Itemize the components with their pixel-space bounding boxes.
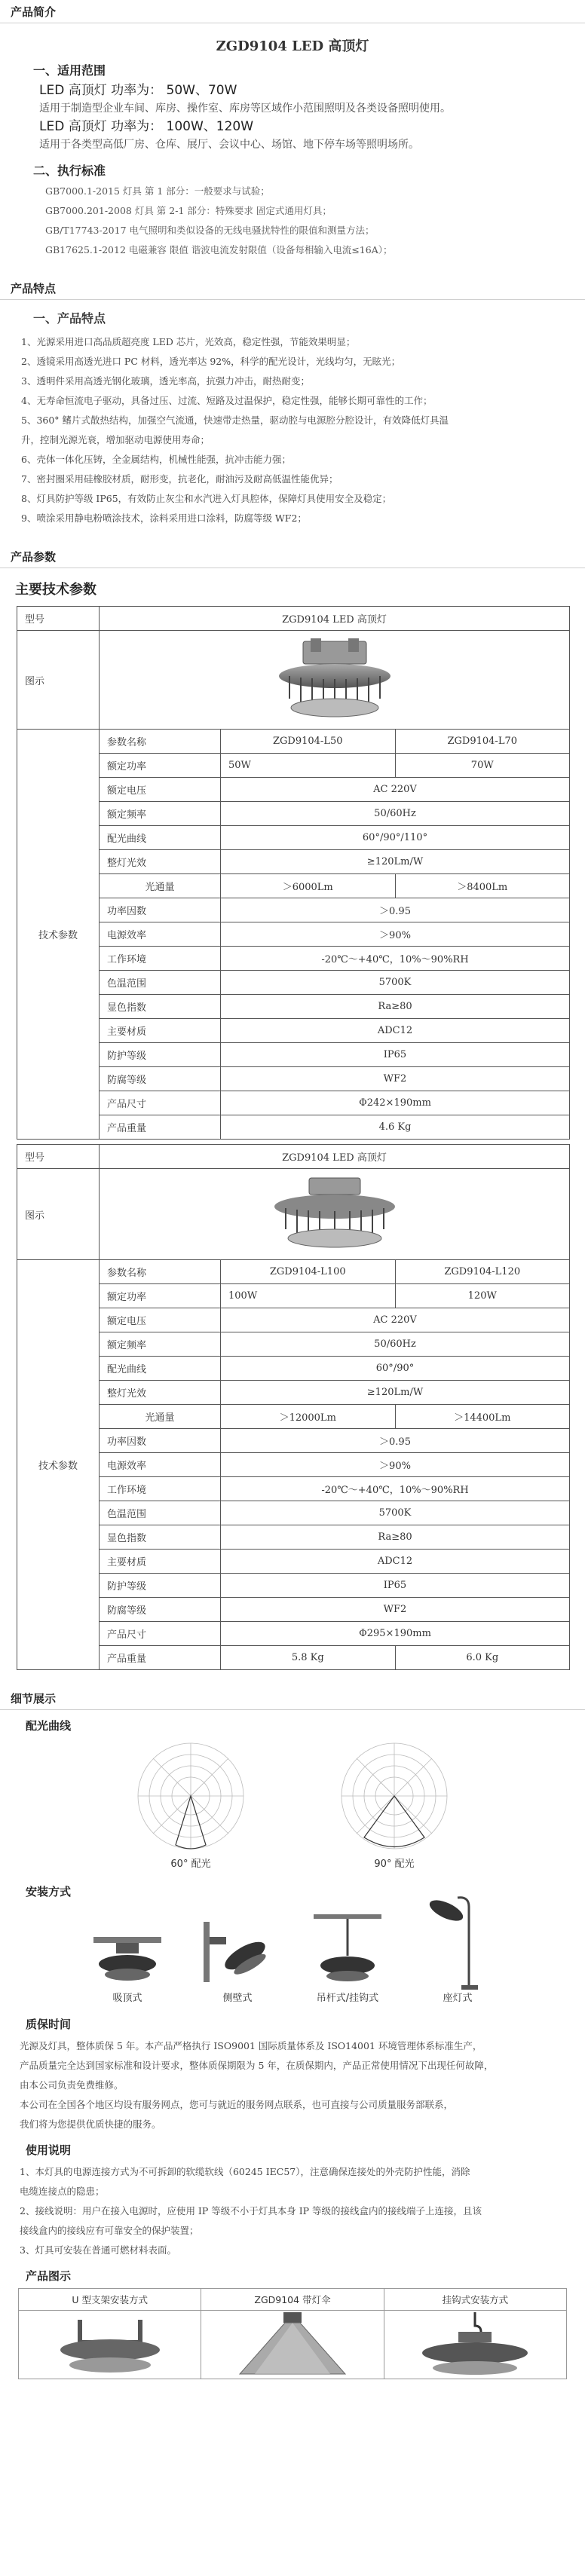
param-name: 防腐等级: [100, 1598, 221, 1622]
param-name: 工作环境: [100, 947, 221, 971]
quality-line: 由本公司负责免费维修。: [20, 2079, 124, 2091]
param-name: 产品尺寸: [100, 1622, 221, 1646]
param-value: Ra≥80: [221, 995, 570, 1019]
product-image-cell: [100, 1169, 570, 1260]
image-label: 图示: [17, 1169, 100, 1260]
param-name: 额定电压: [100, 778, 221, 802]
params-section-title: 产品参数: [0, 545, 585, 568]
notice-label: 使用说明: [26, 2143, 72, 2157]
param-value: AC 220V: [221, 778, 570, 802]
param-name: 主要材质: [100, 1550, 221, 1574]
param-value: 50/60Hz: [221, 802, 570, 826]
param-name: 参数名称: [100, 1260, 221, 1284]
polar-curves: [0, 1739, 585, 1870]
param-name: 额定频率: [100, 802, 221, 826]
param-value: AC 220V: [221, 1308, 570, 1332]
param-name: 电源效率: [100, 922, 221, 947]
param-name: 电源效率: [100, 1453, 221, 1477]
standard-line: GB7000.201-2008 灯具 第 2-1 部分：特殊要求 固定式通用灯具；: [45, 205, 332, 216]
gallery-head: 挂钩式安装方式: [384, 2289, 566, 2311]
quality-label: 质保时间: [26, 2018, 72, 2031]
param-value: WF2: [221, 1067, 570, 1091]
feature-item: 8、灯具防护等级 IP65，有效防止灰尘和水汽进入灯具腔体，保障灯具使用安全及稳定；: [21, 493, 392, 504]
mount-ceiling: [86, 1907, 169, 2004]
param-name: 显色指数: [100, 995, 221, 1019]
feature-item: 9、喷涂采用静电粉喷涂技术，涂料采用进口涂料，防腐等级 WF2；: [21, 512, 307, 524]
param-name: 防护等级: [100, 1574, 221, 1598]
feature-item: 7、密封圈采用硅橡胶材质，耐形变，抗老化，耐油污及耐高低温性能优异；: [21, 473, 338, 485]
param-value: ADC12: [221, 1550, 570, 1574]
mount-caption: 座灯式: [443, 1993, 473, 2004]
param-value: ＞8400Lm: [395, 874, 570, 898]
image-label: 图示: [17, 631, 100, 730]
param-name: 参数名称: [100, 730, 221, 754]
param-col-head: ZGD9104-L50: [221, 730, 396, 754]
curve-label: 配光曲线: [26, 1719, 72, 1733]
param-name: 工作环境: [100, 1477, 221, 1501]
gallery-image-u-bracket: [19, 2311, 201, 2379]
standard-heading: 二、执行标准: [33, 164, 106, 178]
param-value: IP65: [221, 1043, 570, 1067]
model-label: 型号: [17, 1145, 100, 1169]
param-value: ＞0.95: [221, 898, 570, 922]
quality-line: 本公司在全国各个地区均设有服务网点，您可与就近的服务网点联系，也可直接与公司质量服务部联系，: [20, 2099, 454, 2110]
quality-line: 我们将为您提供优质快捷的服务。: [20, 2119, 161, 2130]
notice-line: 接线盒内的接线应有可靠安全的保护装置；: [20, 2225, 199, 2236]
notice-line: 电缆连接点的隐患；: [20, 2186, 105, 2197]
feature-item: 升，控制光源光衰，增加驱动电源使用寿命；: [21, 434, 210, 445]
model-name: ZGD9104 LED 高顶灯: [100, 1145, 570, 1169]
param-col-head: ZGD9104-L120: [395, 1260, 570, 1284]
gallery-image-hook: [384, 2311, 566, 2379]
param-value: 120W: [395, 1284, 570, 1308]
param-value: ＞6000Lm: [221, 874, 396, 898]
standard-line: GB7000.1-2015 灯具 第 1 部分：一般要求与试验；: [45, 185, 270, 197]
notice-line: 3、灯具可安装在普通可燃材料表面。: [20, 2244, 176, 2256]
features-section-title: 产品特点: [0, 277, 585, 300]
param-value: ADC12: [221, 1019, 570, 1043]
product-title: ZGD9104 LED 高顶灯: [216, 38, 369, 54]
mount-options: [0, 1907, 585, 2004]
scope-line: LED 高顶灯 功率为： 50W、70W: [39, 83, 237, 98]
param-value: 60°/90°/110°: [221, 826, 570, 850]
mount-pole: [416, 1907, 499, 2004]
param-name: 配光曲线: [100, 826, 221, 850]
param-value: 100W: [221, 1284, 396, 1308]
param-value: ＞14400Lm: [395, 1405, 570, 1429]
param-name: 产品尺寸: [100, 1091, 221, 1115]
param-value: ＞12000Lm: [221, 1405, 396, 1429]
param-value: Φ295×190mm: [221, 1622, 570, 1646]
param-value: -20℃～+40℃，10%～90%RH: [221, 1477, 570, 1501]
scope-line: 适用于各类型高低厂房、仓库、展厅、会议中心、场馆、地下停车场等照明场所。: [39, 139, 419, 151]
mount-wall: [196, 1907, 279, 2004]
mount-caption: 侧壁式: [222, 1993, 253, 2004]
param-name: 整灯光效: [100, 850, 221, 874]
param-name: 光通量: [100, 874, 221, 898]
param-name: 配光曲线: [100, 1357, 221, 1381]
product-photo: [107, 1176, 562, 1252]
notice-line: 2、接线说明：用户在接入电源时，应使用 IP 等级不小于灯具本身 IP 等级的接线盒内的接线端子上连接，且该: [20, 2205, 482, 2217]
param-name: 显色指数: [100, 1525, 221, 1550]
feature-item: 5、360° 鳍片式散热结构，加强空气流通，快速带走热量，驱动腔与电源腔分腔设计，有效降低灯具温: [21, 415, 449, 426]
mount-caption: 吊杆式/挂钩式: [316, 1993, 379, 2004]
param-value: ＞0.95: [221, 1429, 570, 1453]
param-name: 额定功率: [100, 1284, 221, 1308]
gallery-image-shade: [201, 2311, 384, 2379]
standard-line: GB17625.1-2012 电磁兼容 限值 谐波电流发射限值（设备每相输入电流≤16A）；: [45, 244, 393, 255]
scope-line: LED 高顶灯 功率为： 100W、120W: [39, 119, 254, 134]
polar-curve-60: [134, 1739, 247, 1870]
feature-item: 3、透明件采用高透光钢化玻璃，透光率高，抗强力冲击，耐热耐变；: [21, 375, 310, 387]
tech-label: 技术参数: [17, 1260, 100, 1670]
mount-pendant: [306, 1907, 389, 2004]
model-name: ZGD9104 LED 高顶灯: [100, 607, 570, 631]
param-name: 色温范围: [100, 971, 221, 995]
param-value: 50/60Hz: [221, 1332, 570, 1357]
param-value: ≥120Lm/W: [221, 850, 570, 874]
notice-line: 1、本灯具的电源连接方式为不可拆卸的软缆软线（60245 IEC57），注意确保连接处的外壳防护性能，消除: [20, 2166, 470, 2177]
spec-table-2: [17, 1144, 570, 1670]
mount-caption: 吸顶式: [112, 1993, 142, 2004]
quality-line: 光源及灯具，整体质保 5 年。本产品严格执行 ISO9001 国际质量体系及 ISO14001 环境管理体系标准生产，: [20, 2040, 482, 2051]
param-value: Φ242×190mm: [221, 1091, 570, 1115]
scope-line: 适用于制造型企业车间、库房、操作室、库房等区域作小范围照明及各类设备照明使用。: [39, 102, 451, 115]
param-name: 功率因数: [100, 1429, 221, 1453]
mount-label: 安装方式: [26, 1885, 72, 1898]
product-image-cell: [100, 631, 570, 730]
param-value: 5700K: [221, 1501, 570, 1525]
param-value: 60°/90°: [221, 1357, 570, 1381]
feature-item: 4、无寿命恒流电子驱动，具备过压、过流、短路及过温保护，稳定性强，能够长期可靠性的工作；: [21, 395, 433, 406]
param-col-head: ZGD9104-L100: [221, 1260, 396, 1284]
param-name: 光通量: [100, 1405, 221, 1429]
details-section-title: 细节展示: [0, 1687, 585, 1710]
scope-heading: 一、适用范围: [33, 63, 106, 78]
param-value: ≥120Lm/W: [221, 1381, 570, 1405]
feature-item: 6、壳体一体化压铸，全金属结构，机械性能强，抗冲击能力强；: [21, 454, 291, 465]
param-value: Ra≥80: [221, 1525, 570, 1550]
model-label: 型号: [17, 607, 100, 631]
param-value: ＞90%: [221, 1453, 570, 1477]
param-name: 色温范围: [100, 1501, 221, 1525]
curve-caption: 60° 配光: [170, 1859, 211, 1870]
intro-section-title: 产品简介: [0, 0, 585, 23]
param-value: WF2: [221, 1598, 570, 1622]
param-name: 产品重量: [100, 1646, 221, 1670]
param-value: IP65: [221, 1574, 570, 1598]
params-heading: 主要技术参数: [15, 582, 96, 598]
param-name: 整灯光效: [100, 1381, 221, 1405]
param-value: 50W: [221, 754, 396, 778]
param-value: 5.8 Kg: [221, 1646, 396, 1670]
gallery-label: 产品图示: [26, 2269, 72, 2283]
gallery-head: U 型支架安装方式: [19, 2289, 201, 2311]
param-value: 6.0 Kg: [395, 1646, 570, 1670]
quality-line: 产品质量完全达到国家标准和设计要求，整体质保期限为 5 年，在质保期内，产品正常使用情况下出现任何故障，: [20, 2060, 494, 2071]
param-name: 功率因数: [100, 898, 221, 922]
param-value: -20℃～+40℃，10%～90%RH: [221, 947, 570, 971]
product-photo: [107, 638, 562, 721]
param-name: 额定功率: [100, 754, 221, 778]
feature-item: 1、光源采用进口高品质超亮度 LED 芯片，光效高，稳定性强，节能效果明显；: [21, 336, 356, 347]
param-name: 产品重量: [100, 1115, 221, 1140]
param-name: 额定频率: [100, 1332, 221, 1357]
param-value: 70W: [395, 754, 570, 778]
tech-label: 技术参数: [17, 730, 100, 1140]
features-heading: 一、产品特点: [33, 311, 106, 326]
param-name: 额定电压: [100, 1308, 221, 1332]
param-value: ＞90%: [221, 922, 570, 947]
standard-line: GB/T17743-2017 电气照明和类似设备的无线电骚扰特性的限值和测量方法；: [45, 225, 375, 236]
feature-item: 2、透镜采用高透光进口 PC 材料，透光率达 92%，科学的配光设计，光线均匀，无眩光；: [21, 356, 401, 367]
spec-table-1: [17, 606, 570, 1140]
gallery-table: [18, 2288, 567, 2379]
param-value: 5700K: [221, 971, 570, 995]
param-name: 防护等级: [100, 1043, 221, 1067]
param-name: 主要材质: [100, 1019, 221, 1043]
param-value: 4.6 Kg: [221, 1115, 570, 1140]
curve-caption: 90° 配光: [374, 1859, 415, 1870]
gallery-head: ZGD9104 带灯伞: [201, 2289, 384, 2311]
polar-curve-90: [338, 1739, 451, 1870]
param-col-head: ZGD9104-L70: [395, 730, 570, 754]
param-name: 防腐等级: [100, 1067, 221, 1091]
